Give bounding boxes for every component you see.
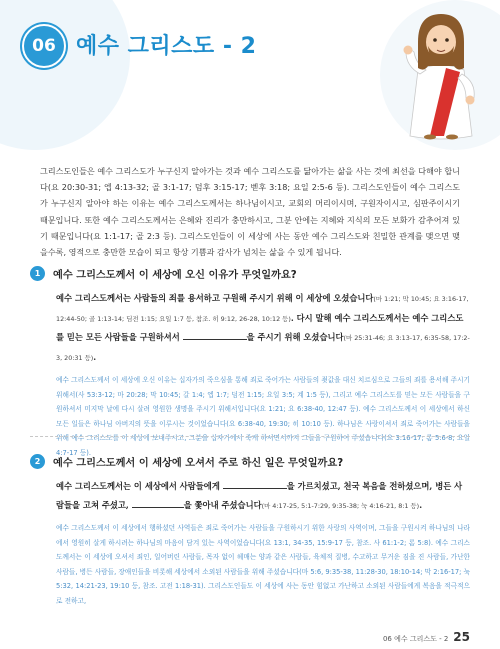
question-1-header xyxy=(30,263,470,283)
q2-text-c: 을 쫓아내 주셨습니다 xyxy=(183,499,262,510)
question-1-number: 1 xyxy=(30,266,45,281)
q1-text-c: 을 주시기 위해 오셨습니다 xyxy=(246,332,344,342)
question-1-body xyxy=(56,289,470,367)
question-2-number: 2 xyxy=(30,454,45,469)
q2-answer-blank-1[interactable] xyxy=(223,479,287,489)
q2-text-b: 을 가르치셨고, 천국 복음을 전하셨으며, 병든 사람들을 고쳐 주셨고, xyxy=(56,481,463,510)
question-2-header xyxy=(30,451,470,471)
q2-text-d: . xyxy=(419,499,423,510)
page-title: 예수 그리스도 - 2 xyxy=(76,34,257,59)
section-divider xyxy=(30,436,470,437)
intro-paragraph: 그리스도인들은 예수 그리스도가 누구신지 알아가는 것과 예수 그리스도를 닮아가는 삶을 사는 것에 최선을 다해야 합니다(요 20:30-31; 엡 4:13-32; 골 3:1-17; 덤후 3:15-17; 벧후 3:18; 요일 2:5-6 등). 그리스도인들이 예수 그리스도가 누구신지 알아야 하는 이유는 예수 그리스도께서는 하나님이시고, 교회의 머리이시며, 구원자이시고, 심판주이시기 때문입니다. 또한 예수 그리스도께서는 은혜와 진리가 충만하시고, 그분 안에는 지혜와 지식의 모든 보화가 감추어져 있기 때문입니다(요 1:1-17; 골 2:3 등). 그리스도인들이 이 세상에 사는 동안 예수 그리스도와 친밀한 관계를 맺으면 맺을수록, 영적으로 충만한 모습이 되고 항상 기쁨과 감사가 넘치는 삶을 수 있게 됩니다. xyxy=(40,166,460,258)
q1-text-d: . xyxy=(93,351,97,362)
q1-text-a: 예수 그리스도께서는 사람들의 죄를 용서하고 구원해 주시기 위해 이 세상에 오셨습니다 xyxy=(56,293,374,303)
q2-text-a: 예수 그리스도께서는 이 세상에서 사람들에게 xyxy=(56,481,223,491)
question-2-body xyxy=(56,477,470,515)
q1-ref-a: (마 1:21; 막 10:45; 요 3:16-17, 12:44-50; 골 1:13-14; 딤전 1:15; 요일 1:7 등, 참조. 히 9:12, 26-28, 10:12 등) xyxy=(56,295,469,323)
question-2-title: 예수 그리스도께서 이 세상에 오셔서 주로 하신 일은 무엇일까요? xyxy=(53,457,344,469)
q1-ref-c: (마 25:31-46; 요 3:13-17, 6:35-58, 17:2-3, 20:31 등) xyxy=(56,334,470,362)
jesus-illustration xyxy=(400,8,482,140)
footer-chapter-title: 06 예수 그리스도 - 2 xyxy=(382,635,449,643)
q2-ref-c: (마 4:17-25, 5:1-7:29, 9:35-38; 눅 4:16-21, 8:1 등) xyxy=(261,501,420,510)
question-2 xyxy=(30,451,470,609)
q1-text-b: . 다시 말해 예수 그리스도께서는 예수 그리스도를 믿는 모든 사람들을 구원하셔서 xyxy=(56,312,464,342)
question-1-explanation: 예수 그리스도께서 이 세상에 오신 이유는 십자가의 죽으심을 통해 죄로 죽어가는 사람들의 죗값을 대신 치르심으로 그들의 죄를 용서해 주시기 위해서(사 53:3-12; 마 20:28; 막 10:45; 갈 1:4; 엡 1:7; 덤전 1:15; 요일 3:5; 계 1:5 등), 그리고 예수 그리스도를 믿는 모든 사람들을 구원하셔서 미지막 날에 다시 살려 영원한 생명을 주시기 위해서입니다(요 1:21; 요 6:38-40, 12:47 등). 예수 그리스도께서 이 세상에서 하신 모든 일들은 하나님 아버지의 뜻을 이루시는 것이었습니다(요 6:38-40, 19:30; 히 10:10 등). 하나님은 사랑이셔서 죄로 죽어가는 사람들을 위해 예수 그리스도를 이 세상에 보내주시고, 그분을 십자가에서 죽게 하셔면서까지 그들을 구원하여 주셨습니다(요 3:16-17; 롬 5:6-8; 요일 4:7-17 등). xyxy=(56,376,470,457)
q1-answer-blank[interactable] xyxy=(183,330,247,340)
question-1 xyxy=(30,263,470,461)
page-header xyxy=(0,0,500,140)
lesson-number-badge: 06 xyxy=(22,24,66,68)
header-decoration-left xyxy=(0,0,130,150)
question-1-title: 예수 그리스도께서 이 세상에 오신 이유가 무엇일까요? xyxy=(53,269,297,281)
page-footer xyxy=(383,630,470,644)
page-number: 25 xyxy=(453,630,470,644)
q2-answer-blank-2[interactable] xyxy=(132,498,184,508)
question-2-explanation: 예수 그리스도께서 이 세상에서 행하셨던 사역들은 죄로 죽어가는 사람들을 구원하시기 위한 사랑의 사역이며, 그들을 구원시켜 하나님의 나라에서 영원히 살게 하시려는 하나님의 마음이 담겨 있는 사역이었습니다(요 13:1, 34-35, 15:9-17 등, 참조. 사 61:1-2; 롬 5:8). 예수 그리스도께서는 이 세상에 오셔서 죄인, 일어버린 사람들, 목자 없이 헤매는 양과 같은 사람들, 육체적 질병, 수고하고 무거운 짐을 진 사람들, 가난한 사람들, 병든 사람들, 장애인들을 비롯해 세상에서 소외된 사람들을 위해 주셨습니다(마 5:6, 9:35-38, 11:28-30, 18:10-14; 막 2:16-17; 눅 5:32, 14:21-23, 19:10 등, 참조. 고전 1:18-31). 그리스도인들도 이 세상에 사는 동안 힘없고 가난하고 소외된 사람들에게 복음을 적극적으로 전하고, xyxy=(56,524,470,605)
